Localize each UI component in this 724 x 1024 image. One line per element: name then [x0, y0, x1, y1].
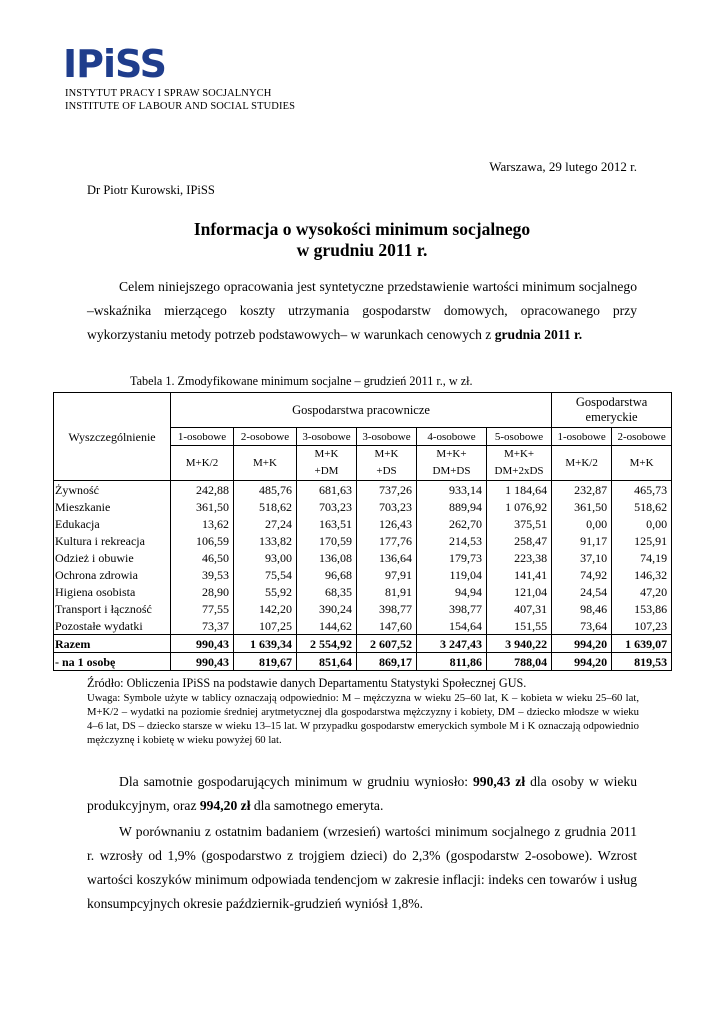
paragraph-2	[87, 770, 637, 818]
cell-value: 465,73	[612, 481, 672, 499]
cell-value: 1 639,07	[612, 635, 672, 653]
composition-line: M+K/2	[565, 456, 598, 469]
logo-text: IPiSS	[63, 44, 167, 82]
row-label: Pozostałe wydatki	[54, 617, 171, 635]
cell-value: 994,20	[552, 635, 612, 653]
title-line-2: w grudniu 2011 r.	[296, 240, 428, 260]
institute-name	[65, 87, 295, 113]
cell-value: 223,38	[487, 549, 552, 566]
cell-value: 136,08	[297, 549, 357, 566]
row-label: Mieszkanie	[54, 498, 171, 515]
row-label: Higiena osobista	[54, 583, 171, 600]
cell-value: 933,14	[417, 481, 487, 499]
cell-value: 361,50	[552, 498, 612, 515]
cell-value: 147,60	[357, 617, 417, 635]
composition-line: M+K+	[436, 448, 467, 460]
cell-value: 77,55	[171, 600, 234, 617]
group-pensioners	[552, 393, 672, 428]
composition-line: +DS	[376, 465, 397, 477]
cell-value: 81,91	[357, 583, 417, 600]
cell-value: 2 607,52	[357, 635, 417, 653]
composition-line: M+K	[629, 456, 654, 469]
institute-name-en: INSTITUTE OF LABOUR AND SOCIAL STUDIES	[65, 101, 296, 112]
row-label: Edukacja	[54, 515, 171, 532]
cell-value: 869,17	[357, 653, 417, 671]
cell-value: 47,20	[612, 583, 672, 600]
cell-value: 146,32	[612, 566, 672, 583]
cell-value: 1 184,64	[487, 481, 552, 499]
cell-value: 3 247,43	[417, 635, 487, 653]
size-header: 2-osobowe	[612, 428, 672, 446]
cell-value: 27,24	[234, 515, 297, 532]
cell-value: 737,26	[357, 481, 417, 499]
cell-value: 96,68	[297, 566, 357, 583]
table-row	[54, 515, 672, 532]
cell-value: 74,19	[612, 549, 672, 566]
cell-value: 681,63	[297, 481, 357, 499]
group-pensioners-line-2: emeryckie	[585, 410, 638, 424]
cell-value: 177,76	[357, 532, 417, 549]
composition-line: M+K+	[503, 448, 535, 460]
cell-value: 214,53	[417, 532, 487, 549]
cell-value: 990,43	[171, 653, 234, 671]
cell-value: 136,64	[357, 549, 417, 566]
cell-value: 98,46	[552, 600, 612, 617]
cell-value: 74,92	[552, 566, 612, 583]
composition-line: DM+2xDS	[494, 465, 544, 477]
cell-value: 179,73	[417, 549, 487, 566]
row-label: Razem	[54, 635, 171, 653]
cell-value: 163,51	[297, 515, 357, 532]
cell-value: 133,82	[234, 532, 297, 549]
cell-value: 24,54	[552, 583, 612, 600]
composition-header	[552, 446, 612, 481]
cell-value: 94,94	[417, 583, 487, 600]
intro-paragraph	[87, 275, 637, 347]
cell-value: 2 554,92	[297, 635, 357, 653]
p2-text-3: dla samotnego emeryta.	[250, 798, 384, 813]
cell-value: 262,70	[417, 515, 487, 532]
cell-value: 361,50	[171, 498, 234, 515]
cell-value: 107,23	[612, 617, 672, 635]
cell-value: 819,67	[234, 653, 297, 671]
cell-value: 1 639,34	[234, 635, 297, 653]
cell-value: 170,59	[297, 532, 357, 549]
cell-value: 37,10	[552, 549, 612, 566]
cell-value: 119,04	[417, 566, 487, 583]
size-header: 1-osobowe	[552, 428, 612, 446]
p2-text-1: Dla samotnie gospodarujących minimum w grudniu wyniosło:	[119, 774, 473, 789]
cell-value: 68,35	[297, 583, 357, 600]
composition-line: M+K	[314, 448, 339, 460]
composition-header	[612, 446, 672, 481]
minimum-table	[53, 392, 672, 671]
p2-bold-1: 990,43 zł	[472, 774, 526, 789]
cell-value: 28,90	[171, 583, 234, 600]
cell-value: 703,23	[357, 498, 417, 515]
title-line-1: Informacja o wysokości minimum socjalnego	[193, 219, 531, 239]
cell-value: 0,00	[612, 515, 672, 532]
table-row	[54, 549, 672, 566]
cell-value: 485,76	[234, 481, 297, 499]
document-title	[87, 219, 637, 261]
composition-line: M+K/2	[185, 456, 219, 469]
cell-value: 990,43	[171, 635, 234, 653]
size-header: 2-osobowe	[234, 428, 297, 446]
cell-value: 390,24	[297, 600, 357, 617]
composition-header	[171, 446, 234, 481]
cell-value: 889,94	[417, 498, 487, 515]
group-pensioners-line-1: Gospodarstwa	[575, 395, 648, 409]
author: Dr Piotr Kurowski, IPiSS	[87, 183, 215, 197]
cell-value: 142,20	[234, 600, 297, 617]
composition-header	[357, 446, 417, 481]
cell-value: 151,55	[487, 617, 552, 635]
cell-value: 73,37	[171, 617, 234, 635]
size-header: 3-osobowe	[297, 428, 357, 446]
table-row	[54, 653, 672, 671]
cell-value: 788,04	[487, 653, 552, 671]
composition-line: M+K	[374, 448, 399, 460]
row-label: Odzież i obuwie	[54, 549, 171, 566]
row-header: Wyszczególnienie	[54, 393, 171, 481]
size-header: 5-osobowe	[487, 428, 552, 446]
cell-value: 1 076,92	[487, 498, 552, 515]
table-row	[54, 583, 672, 600]
cell-value: 0,00	[552, 515, 612, 532]
cell-value: 154,64	[417, 617, 487, 635]
cell-value: 703,23	[297, 498, 357, 515]
cell-value: 375,51	[487, 515, 552, 532]
row-label: Kultura i rekreacja	[54, 532, 171, 549]
cell-value: 91,17	[552, 532, 612, 549]
cell-value: 851,64	[297, 653, 357, 671]
p3-text: W porównaniu z ostatnim badaniem (wrzesień) wartości minimum socjalnego z grudnia 2011 r. wzrosły od 1,9% (gospodarstwo z trojgiem dzieci) do 2,3% (gospodarstw 2-osobowe). Wzrost wartości koszyków minimum odpowiada tendencjom w zakresie inflacji: indeks cen towarów i usług konsumpcyjnych okresie październik-grudzień wyniósł 1,8%.	[87, 824, 637, 911]
cell-value: 141,41	[487, 566, 552, 583]
cell-value: 121,04	[487, 583, 552, 600]
cell-value: 144,62	[297, 617, 357, 635]
cell-value: 125,91	[612, 532, 672, 549]
cell-value: 93,00	[234, 549, 297, 566]
composition-header	[234, 446, 297, 481]
cell-value: 126,43	[357, 515, 417, 532]
cell-value: 55,92	[234, 583, 297, 600]
cell-value: 97,91	[357, 566, 417, 583]
row-label: Żywność	[54, 481, 171, 499]
table-row	[54, 635, 672, 653]
table-row	[54, 498, 672, 515]
table-row	[54, 481, 672, 499]
cell-value: 39,53	[171, 566, 234, 583]
row-label: Transport i łączność	[54, 600, 171, 617]
cell-value: 819,53	[612, 653, 672, 671]
size-header: 3-osobowe	[357, 428, 417, 446]
ipiss-logo	[63, 44, 193, 87]
ipiss-logo-mark	[63, 44, 193, 82]
p2-bold-2: 994,20 zł	[199, 798, 251, 813]
row-label: - na 1 osobę	[54, 653, 171, 671]
table-row	[54, 532, 672, 549]
cell-value: 518,62	[612, 498, 672, 515]
row-label: Ochrona zdrowia	[54, 566, 171, 583]
table-row	[54, 600, 672, 617]
cell-value: 107,25	[234, 617, 297, 635]
cell-value: 242,88	[171, 481, 234, 499]
cell-value: 258,47	[487, 532, 552, 549]
table-caption: Tabela 1. Zmodyfikowane minimum socjalne – grudzień 2011 r., w zł.	[130, 374, 473, 388]
date-line: Warszawa, 29 lutego 2012 r.	[489, 159, 637, 174]
table-row	[54, 566, 672, 583]
source-note: Źródło: Obliczenia IPiSS na podstawie danych Departamentu Statystyki Społecznej GUS.	[87, 676, 527, 690]
cell-value: 994,20	[552, 653, 612, 671]
group-workers: Gospodarstwa pracownicze	[171, 393, 552, 428]
cell-value: 13,62	[171, 515, 234, 532]
composition-header	[487, 446, 552, 481]
cell-value: 398,77	[417, 600, 487, 617]
cell-value: 407,31	[487, 600, 552, 617]
composition-header	[417, 446, 487, 481]
intro-bold: grudnia 2011 r.	[494, 327, 583, 342]
cell-value: 153,86	[612, 600, 672, 617]
size-header: 1-osobowe	[171, 428, 234, 446]
table-row	[54, 617, 672, 635]
cell-value: 398,77	[357, 600, 417, 617]
composition-header	[297, 446, 357, 481]
cell-value: 232,87	[552, 481, 612, 499]
size-header: 4-osobowe	[417, 428, 487, 446]
institute-name-pl: INSTYTUT PRACY I SPRAW SOCJALNYCH	[65, 88, 272, 99]
composition-line: +DM	[314, 465, 339, 477]
cell-value: 46,50	[171, 549, 234, 566]
composition-line: M+K	[253, 456, 277, 469]
composition-line: DM+DS	[432, 465, 471, 477]
cell-value: 75,54	[234, 566, 297, 583]
cell-value: 518,62	[234, 498, 297, 515]
cell-value: 73,64	[552, 617, 612, 635]
cell-value: 3 940,22	[487, 635, 552, 653]
cell-value: 106,59	[171, 532, 234, 549]
intro-text: Celem niniejszego opracowania jest syntetyczne przedstawienie wartości minimum socjalnego –wskaźnika mierzącego koszty utrzymania gospodarstw domowych, opracowanego przy wykorzystaniu metody potrzeb podstawowych– w warunkach cenowych z	[87, 279, 637, 342]
cell-value: 811,86	[417, 653, 487, 671]
paragraph-3	[87, 820, 637, 916]
p2-text-2: dla osoby w wieku produkcyjnym, oraz	[87, 774, 638, 813]
symbols-note: Uwaga: Symbole użyte w tablicy oznaczają odpowiednio: M – mężczyzna w wieku 25–60 lat, K – kobieta w wieku 25–60 lat, M+K/2 – wydatki na poziomie średniej arytmetycznej dla gospodarstwa mężczyzny i kobiety, DM – dziecko młodsze w wieku 4–6 lat, DS – dziecko starsze w wieku 13–15 lat. W przypadku gospodarstw emeryckich symbole M i K oznaczają odpowiednio mężczyznę i kobietę w wieku powyżej 60 lat.	[87, 692, 639, 746]
